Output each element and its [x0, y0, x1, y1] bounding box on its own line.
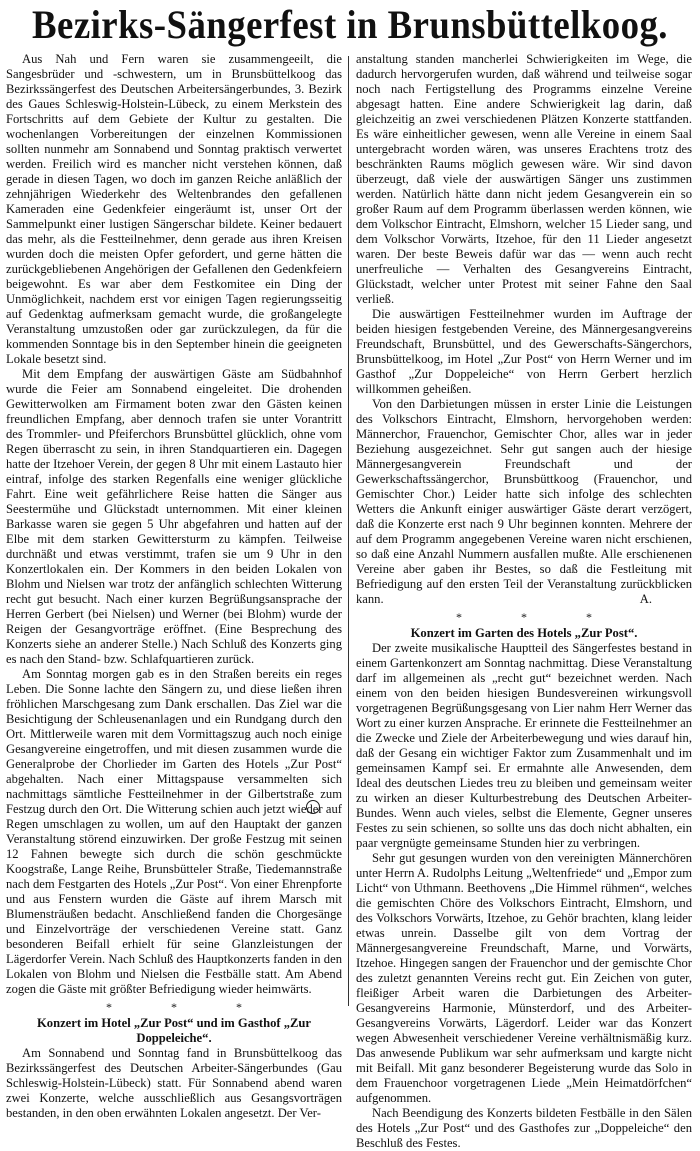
paragraph: Nach Beendigung des Konzerts bildeten Festbälle in den Sälen des Hotels „Zur Post“ und des Gasthofes zur „Doppeleiche“ den Beschluß des Festes. — [356, 1106, 692, 1150]
paragraph-continuation: anstaltung standen mancherlei Schwierigkeiten im Wege, die dadurch hervorgerufen wurden, daß während und teilweise sogar noch nach Fertigstellung des Programms einzelne Vereine abgesagt hatten. Eine andere Schwierigkeit lag darin, daß gleichzeitig an zwei verschiedenen Plätzen Konzerte stattfanden. Es wäre einheitlicher gewesen, wenn alle Vereine in einem Saal untergebracht worden wären, was unseres Erachtens trotz des beschränkten Raums möglich gewesen wäre. Wir sind davon überzeugt, daß viele der auswärtigen Sänger uns zustimmen werden. Natürlich hätte dann nicht jedem Gesangverein ein so großer Raum auf dem Programm überlassen werden können, wie dem Volkschor Eintracht, Elmshorn, welcher 15 Lieder sang, und dem Volkschor Vorwärts, Itzehoe, für den 11 Lieder angesetzt waren. Der beste Beweis dafür war das — wenn auch recht unerfreuliche — Verhalten des Gesangvereins Eintracht, Glückstadt, welcher unter Protest mit seiner Fahne den Saal verließ. — [356, 52, 692, 306]
paragraph: Sehr gut gesungen wurden von den vereinigten Männerchören unter Herrn A. Rudolphs Leitung „Weltenfriede“ und „Empor zum Licht“ von Uthmann. Beethovens „Die Himmel rühmen“, welches die gemischten Chöre des Volkschors Eintracht, Elmshorn, und des Volkschors Vorwärts, Itzehoe, zu Gehör brachten, klang leider etwas unrein. Dasselbe gilt von dem Vortrag der Männergesangvereine Freundschaft, Marne, und Vorwärts, Itzehoe. Hingegen sangen der Frauenchor und der gemischte Chor des zuletzt genannten Vereins recht gut. Ein Zeichen von guter, fleißiger Arbeit waren die Darbietungen des Arbeiter-Gesangvereins Harmonie, Münsterdorf, und des Arbeiter-Gesangvereins Vorwärts, Lägerdorf. Leider war das Konzert wegen Abwesenheit verschiedener Vereine verhältnismäßig kurz. Das anwesende Publikum war sehr aufmerksam und kargte nicht mit Beifall. Mit ganz besonderer Begeisterung wurde das Solo in dem Frauenchoor vorgetragenen Liede „Mein Heimatdörfchen“ aufgenommen. — [356, 851, 692, 1105]
paragraph: Am Sonnabend und Sonntag fand in Brunsbüttelkoog das Bezirkssängerfest des Deutschen Arbeiter-Sängerbundes (Gau Schleswig-Holstein-Lübeck) statt. Für Sonnabend abend waren zwei Konzerte, welche ausschließlich aus Gesangsvorträgen bestanden, in den oben erwähnten Lokalen angesetzt. Der Ver- — [6, 1046, 342, 1120]
circle-mark — [306, 800, 320, 814]
section-heading: Konzert im Garten des Hotels „Zur Post“. — [410, 626, 638, 640]
author-signature: A. — [639, 592, 652, 606]
paragraph: Mit dem Empfang der auswärtigen Gäste am Südbahnhof wurde die Feier am Sonnabend eingeleitet. Die drohenden Gewitterwolken am Firmament boten zwar den Gästen keinen freundlichen Empfang, aber dennoch trafen sie unter Vorantritt des Trommler- und Pfeiferchors Brunsbüttel glücklich, ohne vom Regen überrascht zu sein, in ihren Standquartieren ein. Dagegen hatte der Itzehoer Verein, der gegen 8 Uhr mit einem Lastauto hier eintraf, infolge des starken Regenfalls eine weniger glückliche Fahrt. Eine weit gefährlichere Reise hatten die Sänger aus Seestermühe und Glückstadt unternommen. Mit einer kleinen Barkasse waren sie gegen 5 Uhr abgefahren und hatten auf der Elbe mit dem starken Gewittersturm zu kämpfen. Teilweise durchnäßt und etwas verstimmt, trafen sie um 9 Uhr in den Konzertlokalen ein. Der Kommers in den beiden Lokalen von Blohm und Nielsen war trotz der anfänglich schlechten Witterung recht gut besucht. Nach einer kurzen Begrüßungsansprache der Herren Gerbert (bei Nielsen) und Werner (bei Blohm) wurde der Reigen der Gesangvorträge eröffnet. (Eine Besprechung des Konzerts siehe an anderer Stelle.) Nach Schluß des Konzerts ging es nach den Stand- bzw. Schlafquartieren zurück. — [6, 367, 342, 666]
paragraph: Die auswärtigen Festteilnehmer wurden im Auftrage der beiden hiesigen festgebenden Vereine, des Männergesangvereins Freundschaft, Brunsbüttel, und des Gewerschafts-Sängerchors, Brunsbüttelkoog, im Hotel „Zur Post“ von Herrn Werner und im Gasthof „Zur Doppeleiche“ von Herrn Gerbert herzlich willkommen geheißen. — [356, 307, 692, 396]
section-separator: * * * — [106, 1000, 270, 1014]
section-separator: * * * — [456, 610, 620, 624]
paragraph: Aus Nah und Fern waren sie zusammengeeilt, die Sangesbrüder und -schwestern, um in Brunsbüttelkoog das Bezirkssängerfest des Deutschen Arbeitersängerbundes, 3. Bezirk des Gaues Schleswig-Holstein-Lübeck, zu einem Merkstein des Fortschritts auf dem Gebiete der Kultur zu gestalten. Die wochenlangen Vorbereitungen der einzelnen Kommissionen sollten nunmehr am Sonnabend und Sonntag praktisch verwertet werden. Freilich wird es mancher nicht verstehen können, daß gerade in diesen Tagen, wo doch im ganzen Reiche anläßlich der zehnjährigen Wiederkehr des Weltenbrandes den gefallenen Kameraden eine Gedenkfeier eingeräumt ist, unser Ort der Sammelpunkt einer lustigen Sängerschar bildete. Keiner bedauert das mehr, als die Festteilnehmer, denn gerade aus ihren Kreisen wurden doch die meisten Opfer gefordert, und gerne hätten die zurückgebliebenen Angehörigen der Gefallenen den Gedenkfeiern beigewohnt. Es war aber dem Festkomitee ein Ding der Unmöglichkeit, nachdem erst vor einigen Tagen regierungsseitig auf Gedenktag aufmerksam gemacht wurde, die großangelegte Veranstaltung umzustoßen oder gar zurückzulegen, da für die kommenden Sonntage bis in den September hinein die geeigneten Lokale besetzt sind. — [6, 52, 342, 366]
paragraph: Von den Darbietungen müssen in erster Linie die Leistungen des Volkschors Eintracht, Elmshorn, hervorgehoben werden: Männerchor, Frauenchor, Gemischter Chor, alles war in jeder Beziehung ausgezeichnet. Sehr gut sangen auch der hiesige Männergesangverein Freundschaft und der Gewerkschaftssängerchor, Brunsbüttkoog (Frauenchor, und Gemischter Chor.) Leider hatte sich infolge des schlechten Wetters die Ankunft einiger auswärtiger Gäste derart verzögert, daß die Konzerte erst nach 9 Uhr beginnen konnten. Mehrere der auf dem Programm angegebenen Vereine waren nicht erschienen, so daß eine Anzahl Nummern ausfallen mußte. Alle erschienenen Vereine aber gaben ihr Bestes, so daß die Festleitung mit Befriedigung auf den ersten Teil der Veranstaltung zurückblicken kann. — [356, 397, 692, 606]
column-divider — [348, 56, 349, 1006]
left-column — [6, 52, 342, 1121]
paragraph: Am Sonntag morgen gab es in den Straßen bereits ein reges Leben. Die Sonne lachte den Sängern zu, und diese ließen ihren fröhlichen Marschgesang zum Dank erschallen. Das Ziel war die Besichtigung der Schleusenanlagen und ein Rundgang durch den Ort. Mittlerweile waren mit dem Vormittagszug auch noch einige Gesangvereine eingetroffen, und mit diesen zusammen wurde die Generalprobe der Chorlieder im Garten des Hotels „Zur Post“ abgehalten. Nach einer Mittagspause versammelten sich nachmittags sämtliche Festteilnehmer in der Gilbertstraße zum Festzug durch den Ort. Die Witterung schien auch jetzt wieder auf Regen umschlagen zu wollen, um auf den Hauptakt der ganzen Veranstaltung störend einzuwirken. Der große Festzug mit seinen 12 Fahnen bewegte sich durch die schön geschmückte Koogstraße, Lange Reihe, Brunsbütteler Straße, Tiedemannstraße nach dem Festgarten des Hotels „Zur Post“. Von einer Ehrenpforte und aus Fenstern wurden die Gäste auf ihrem Marsch mit Blumensträußen bedacht. Anschließend fanden die Chorgesänge und Einzelvorträge der verschiedenen Vereine statt. Ganz besonderen Beifall erhielt für seine Glanzleistungen der Lägerdorfer Verein. Nach Schluß des Hauptkonzerts fanden in den Lokalen von Blohm und Nielsen die Festbälle statt. Am Abend zogen die Gäste mit größter Befriedigung wieder heimwärts. — [6, 667, 342, 996]
right-column — [356, 52, 692, 1151]
section-heading: Konzert im Hotel „Zur Post“ und im Gasthof „Zur Doppeleiche“. — [36, 1016, 312, 1045]
article-title: Bezirks-Sängerfest in Brunsbüttelkoog. — [32, 2, 668, 47]
paragraph: Der zweite musikalische Hauptteil des Sängerfestes bestand in einem Gartenkonzert am Sonntag nachmittag. Diese Veranstaltung darf im allgemeinen als „recht gut“ bezeichnet werden. Nach einem von den beiden hiesigen Bundesvereinen wirkungsvoll vorgetragenen Begrüßungsgesang von Lier nahm Herr Werner das Wort zu einer kurzen Ansprache. Er erinnete die Festteilnehmer an die Zwecke und Ziele der Arbeiterbewegung und wies darauf hin, daß der Gesang ein wichtiger Faktor zum Zusammenhalt und im gemeinsamen Kampf sei. Er ermahnte alle Anwesenden, dem Ideal des deutschen Liedes treu zu bleiben und gemeinsam weiter zu wirken an dieser Kulturbestrebung des Deutschen Arbeiter-Bundes. Wenn auch vieles, selbst die Elemente, Gegner unseres Festes zu sein schienen, so sollte uns das doch nicht abhalten, ein paar vergnügte gemeinsame Stunden hier zu verbringen. — [356, 641, 692, 850]
